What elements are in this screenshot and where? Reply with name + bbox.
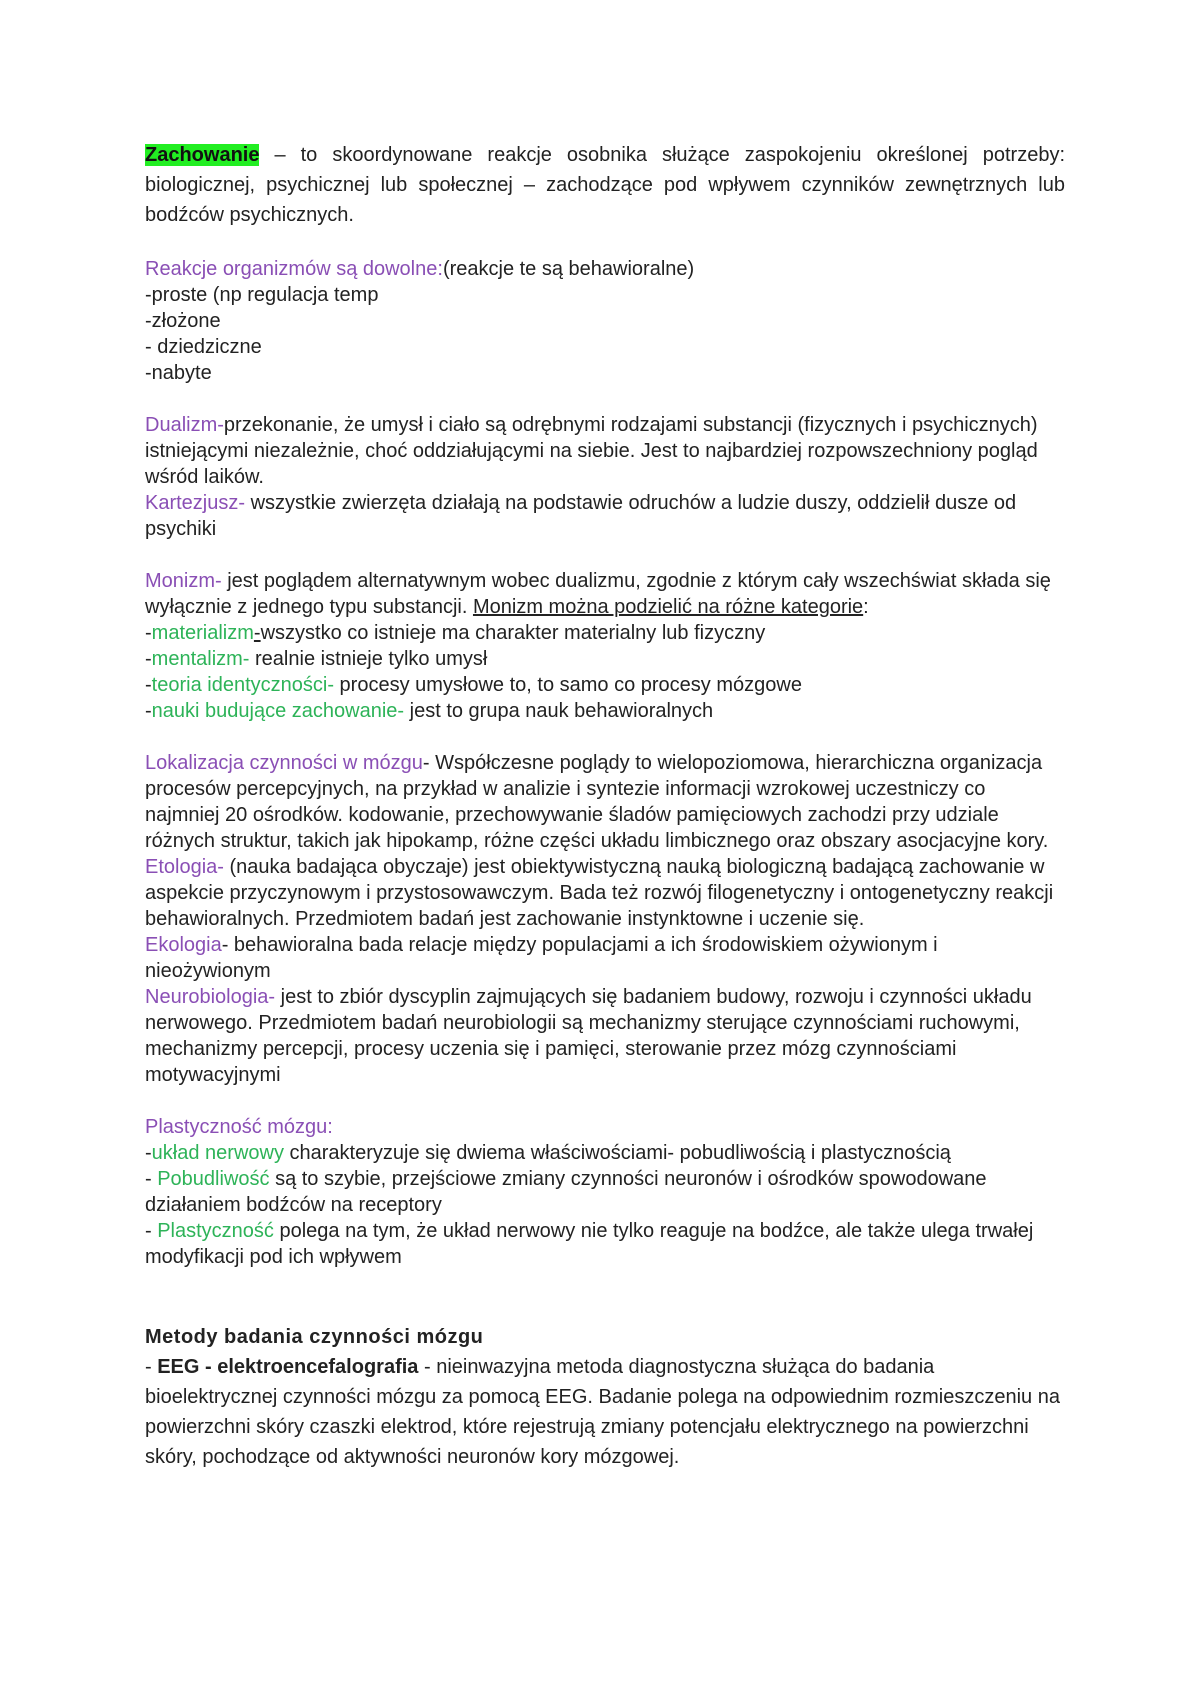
- zachowanie-text: – to skoordynowane reakcje osobnika służące zaspokojeniu określonej potrzeby: biologicznej, psychicznej lub społecznej – zachodzące pod wpływem czynników zewnętrznych lub bodźców psychicznych.: [145, 144, 1065, 226]
- eeg-paragraph: - EEG - elektroencefalografia - nieinwazyjna metoda diagnostyczna służąca do badania bioelektrycznej czynności mózgu za pomocą EEG. Badanie polega na odpowiednim rozmieszczeniu na powierzchni skóry czaszki elektrod, które rejestrują zmiany potencjału elektrycznego na powierzchni skóry, pochodzące od aktywności neuronów kory mózgowej.: [145, 1356, 1060, 1468]
- reakcje-note: (reakcje te są behawioralne): [442, 258, 695, 280]
- eeg-term: EEG - elektroencefalografia: [157, 1356, 419, 1378]
- document-page: [145, 140, 1065, 1472]
- metody-section: [145, 1322, 1065, 1472]
- monizm-item-nauki: -nauki budujące zachowanie- jest to grupa nauk behawioralnych: [145, 700, 714, 722]
- monizm-item-teoria: -teoria identyczności- procesy umysłowe to, to samo co procesy mózgowe: [145, 674, 802, 696]
- uklad-nerwowy-term: układ nerwowy: [151, 1142, 284, 1164]
- mentalizm-term: mentalizm-: [151, 648, 250, 670]
- lokalizacja-paragraph: [145, 750, 1065, 854]
- ekologia-term: Ekologia: [145, 934, 222, 956]
- monizm-item-materializm: -materializm-wszystko co istnieje ma charakter materialny lub fizyczny: [145, 622, 766, 644]
- plastycznosc-line-2: - Pobudliwość są to szybie, przejściowe zmiany czynności neuronów i ośrodków spowodowane działaniem bodźców na receptory: [145, 1168, 987, 1216]
- reakcje-title-line: [145, 256, 1065, 282]
- reakcje-item: -nabyte: [145, 362, 212, 384]
- neurobiologia-term: Neurobiologia-: [145, 986, 276, 1008]
- nauki-term: nauki budujące zachowanie-: [151, 700, 405, 722]
- etologia-paragraph: [145, 854, 1065, 932]
- zachowanie-paragraph: [145, 140, 1065, 230]
- kartezjusz-paragraph: [145, 490, 1065, 542]
- monizm-colon: :: [863, 596, 869, 618]
- plastycznosc-term: Plastyczność: [157, 1220, 274, 1242]
- neurobiologia-text: jest to zbiór dyscyplin zajmujących się badaniem budowy, rozwoju i czynności układu nerwowego. Przedmiotem badań neurobiologii są mechanizmy sterujące czynnościami ruchowymi, mechanizmy percepcji, procesy uczenia się i pamięci, sterowanie przez mózg czynnościami motywacyjnymi: [145, 986, 1032, 1086]
- teoria-term: teoria identyczności-: [151, 674, 334, 696]
- lokalizacja-text: - Współczesne poglądy to wielopoziomowa, hierarchiczna organizacja procesów percepcyjnych, na przykład w analizie i syntezie informacji wzrokowej uczestniczy co najmniej 20 ośrodków. kodowanie, przechowywanie śladów pamięciowych zachodzi przy udziale różnych struktur, takich jak hipokamp, różne części układu limbicznego oraz obszary asocjacyjne kory.: [145, 752, 1049, 852]
- kartezjusz-text: wszystkie zwierzęta działają na podstawie odruchów a ludzie duszy, oddzielił dusze od psychiki: [145, 492, 1017, 540]
- kartezjusz-term: Kartezjusz-: [145, 492, 246, 514]
- reakcje-item: -złożone: [145, 310, 221, 332]
- monizm-item-mentalizm: -mentalizm- realnie istnieje tylko umysł: [145, 648, 488, 670]
- eeg-text: - nieinwazyjna metoda diagnostyczna służąca do badania bioelektrycznej czynności mózgu za pomocą EEG. Badanie polega na odpowiednim rozmieszczeniu na powierzchni skóry czaszki elektrod, które rejestrują zmiany potencjału elektrycznego na powierzchni skóry, pochodzące od aktywności neuronów kory mózgowej.: [145, 1356, 1060, 1468]
- monizm-underlined: Monizm można podzielić na różne kategorie: [472, 596, 864, 618]
- zachowanie-term: Zachowanie: [145, 144, 260, 166]
- ekologia-paragraph: [145, 932, 1065, 984]
- etologia-text: (nauka badająca obyczaje) jest obiektywistyczną nauką biologiczną badającą zachowanie w aspekcie przyczynowym i przystosowawczym. Bada też rozwój filogenetyczny i ontogenetyczny reakcji behawioralnych. Przedmiotem badań jest zachowanie instynktowne i uczenie się.: [145, 856, 1054, 930]
- reakcje-item: -proste (np regulacja temp: [145, 284, 379, 306]
- dualizm-text: przekonanie, że umysł i ciało są odrębnymi rodzajami substancji (fizycznych i psychicznych) istniejącymi niezależnie, choć oddziałującymi na siebie. Jest to najbardziej rozpowszechniony pogląd wśród laików.: [145, 414, 1038, 488]
- pobudliwosc-term: Pobudliwość: [157, 1168, 270, 1190]
- materializm-term: materializm: [151, 622, 254, 644]
- etologia-term: Etologia-: [145, 856, 224, 878]
- reakcje-title: Reakcje organizmów są dowolne:: [145, 258, 443, 280]
- plastycznosc-title: Plastyczność mózgu:: [145, 1116, 333, 1138]
- metody-heading: Metody badania czynności mózgu: [145, 1326, 484, 1348]
- lokalizacja-term: Lokalizacja czynności w mózgu: [145, 752, 423, 774]
- reakcje-item: - dziedziczne: [145, 336, 262, 358]
- monizm-paragraph: [145, 568, 1065, 620]
- monizm-term: Monizm-: [145, 570, 222, 592]
- monizm-text: jest poglądem alternatywnym wobec dualizmu, zgodnie z którym cały wszechświat składa się wyłącznie z jednego typu substancji.: [145, 570, 1051, 618]
- ekologia-text: - behawioralna bada relacje między populacjami a ich środowiskiem ożywionym i nieożywionym: [145, 934, 938, 982]
- dualizm-term: Dualizm-: [145, 414, 224, 436]
- neurobiologia-paragraph: [145, 984, 1065, 1088]
- plastycznosc-line-1: -układ nerwowy charakteryzuje się dwiema właściwościami- pobudliwością i plastycznością: [145, 1142, 951, 1164]
- dualizm-paragraph: [145, 412, 1065, 490]
- plastycznosc-line-3: - Plastyczność polega na tym, że układ nerwowy nie tylko reaguje na bodźce, ale także ulega trwałej modyfikacji pod ich wpływem: [145, 1220, 1034, 1268]
